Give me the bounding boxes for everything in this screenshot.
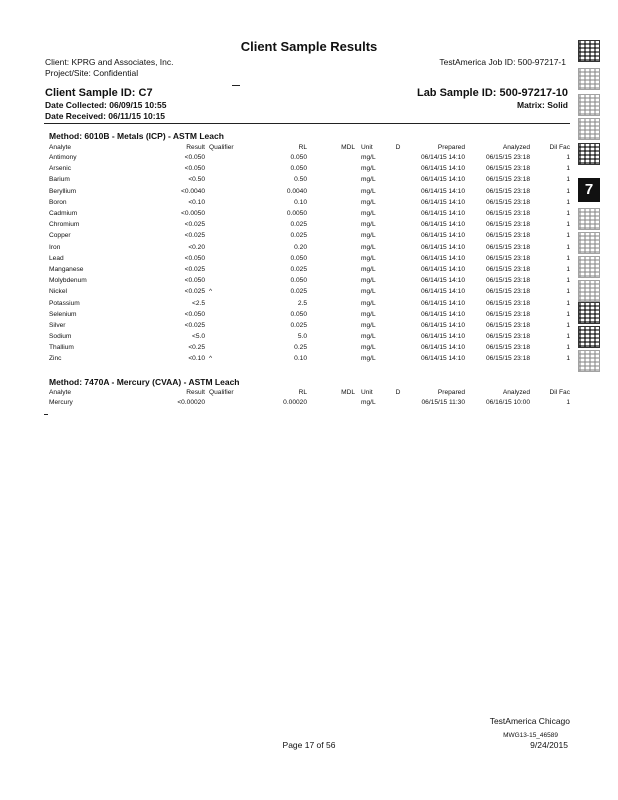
analyte-cell: Iron bbox=[49, 243, 61, 251]
mdl-cell bbox=[307, 219, 355, 230]
dil-fac-cell: 1 bbox=[566, 154, 570, 162]
d-cell bbox=[387, 331, 409, 342]
unit-cell: mg/L bbox=[361, 399, 376, 407]
qualifier-cell bbox=[205, 219, 255, 230]
col-mdl: MDL bbox=[341, 143, 355, 151]
unit-cell: mg/L bbox=[361, 210, 376, 218]
prepared-cell: 06/15/15 11:30 bbox=[421, 399, 465, 407]
unit-cell: mg/L bbox=[361, 288, 376, 296]
rl-cell: 5.0 bbox=[297, 333, 307, 341]
dil-fac-cell: 1 bbox=[566, 333, 570, 341]
dil-fac-cell: 1 bbox=[566, 277, 570, 285]
unit-cell: mg/L bbox=[361, 176, 376, 184]
analyte-cell: Zinc bbox=[49, 355, 62, 363]
table-header-row bbox=[49, 142, 570, 152]
qr-code-icon bbox=[578, 94, 600, 116]
table-row bbox=[49, 152, 570, 163]
d-cell bbox=[387, 152, 409, 163]
col-rl: RL bbox=[298, 388, 307, 396]
unit-cell: mg/L bbox=[361, 321, 376, 329]
mdl-cell bbox=[307, 397, 355, 408]
dil-fac-cell: 1 bbox=[566, 288, 570, 296]
table-header-row bbox=[49, 387, 570, 397]
prepared-cell: 06/14/15 14:10 bbox=[421, 176, 465, 184]
rl-cell: 0.10 bbox=[294, 355, 307, 363]
mdl-cell bbox=[307, 353, 355, 364]
d-cell bbox=[387, 242, 409, 253]
prepared-cell: 06/14/15 14:10 bbox=[421, 299, 465, 307]
table-row bbox=[49, 174, 570, 185]
dil-fac-cell: 1 bbox=[566, 321, 570, 329]
matrix: Matrix: Solid bbox=[516, 100, 568, 110]
rl-cell: 0.025 bbox=[290, 321, 307, 329]
qualifier-cell bbox=[205, 253, 255, 264]
prepared-cell: 06/14/15 14:10 bbox=[421, 265, 465, 273]
section-end-dash bbox=[44, 414, 48, 415]
table-row bbox=[49, 163, 570, 174]
table-row bbox=[49, 264, 570, 275]
unit-cell: mg/L bbox=[361, 344, 376, 352]
dil-fac-cell: 1 bbox=[566, 165, 570, 173]
dil-fac-cell: 1 bbox=[566, 299, 570, 307]
col-result: Result bbox=[186, 388, 205, 396]
table-row bbox=[49, 275, 570, 286]
analyte-cell: Antimony bbox=[49, 154, 77, 162]
dil-fac-cell: 1 bbox=[566, 399, 570, 407]
unit-cell: mg/L bbox=[361, 355, 376, 363]
col-result: Result bbox=[186, 143, 205, 151]
mdl-cell bbox=[307, 152, 355, 163]
table-row bbox=[49, 353, 570, 364]
prepared-cell: 06/14/15 14:10 bbox=[421, 344, 465, 352]
qualifier-cell bbox=[205, 174, 255, 185]
header-rule bbox=[44, 123, 570, 124]
rl-cell: 0.25 bbox=[294, 344, 307, 352]
result-cell: <0.10 bbox=[188, 355, 205, 363]
dil-fac-cell: 1 bbox=[566, 344, 570, 352]
d-cell bbox=[387, 174, 409, 185]
result-cell: <5.0 bbox=[191, 333, 205, 341]
table-row bbox=[49, 309, 570, 320]
prepared-cell: 06/14/15 14:10 bbox=[421, 355, 465, 363]
footer-date: 9/24/2015 bbox=[530, 740, 568, 750]
table-row bbox=[49, 186, 570, 197]
analyte-cell: Boron bbox=[49, 198, 67, 206]
analyte-cell: Molybdenum bbox=[49, 277, 87, 285]
analyzed-cell: 06/15/15 23:18 bbox=[486, 210, 530, 218]
analyte-cell: Selenium bbox=[49, 310, 77, 318]
unit-cell: mg/L bbox=[361, 232, 376, 240]
d-cell bbox=[387, 253, 409, 264]
col-dil-fac: Dil Fac bbox=[549, 388, 570, 396]
qualifier-cell: ^ bbox=[209, 355, 213, 363]
result-cell: <0.025 bbox=[184, 221, 205, 229]
prepared-cell: 06/14/15 14:10 bbox=[421, 277, 465, 285]
qr-code-icon bbox=[578, 40, 600, 62]
dil-fac-cell: 1 bbox=[566, 254, 570, 262]
analyte-cell: Cadmium bbox=[49, 210, 78, 218]
mdl-cell bbox=[307, 230, 355, 241]
d-cell bbox=[387, 208, 409, 219]
project-site: Project/Site: Confidential bbox=[45, 68, 139, 78]
analyzed-cell: 06/15/15 23:18 bbox=[486, 299, 530, 307]
table-row bbox=[49, 242, 570, 253]
unit-cell: mg/L bbox=[361, 243, 376, 251]
analyte-cell: Potassium bbox=[49, 299, 80, 307]
dil-fac-cell: 1 bbox=[566, 243, 570, 251]
unit-cell: mg/L bbox=[361, 198, 376, 206]
d-cell bbox=[387, 320, 409, 331]
page-title: Client Sample Results bbox=[240, 39, 378, 54]
qualifier-cell bbox=[205, 152, 255, 163]
date-collected: Date Collected: 06/09/15 10:55 bbox=[45, 100, 167, 110]
mdl-cell bbox=[307, 163, 355, 174]
d-cell bbox=[387, 297, 409, 308]
col-analyte: Analyte bbox=[49, 388, 71, 396]
analyzed-cell: 06/16/15 10:00 bbox=[486, 399, 530, 407]
qr-code-icon bbox=[578, 143, 600, 165]
analyzed-cell: 06/15/15 23:18 bbox=[486, 221, 530, 229]
d-cell bbox=[387, 397, 409, 408]
qr-code-icon bbox=[578, 326, 600, 348]
prepared-cell: 06/14/15 14:10 bbox=[421, 333, 465, 341]
qualifier-cell bbox=[205, 242, 255, 253]
analyte-cell: Beryllium bbox=[49, 187, 77, 195]
result-cell: <0.50 bbox=[188, 176, 205, 184]
analyzed-cell: 06/15/15 23:18 bbox=[486, 176, 530, 184]
dil-fac-cell: 1 bbox=[566, 232, 570, 240]
analyzed-cell: 06/15/15 23:18 bbox=[486, 277, 530, 285]
dil-fac-cell: 1 bbox=[566, 198, 570, 206]
unit-cell: mg/L bbox=[361, 254, 376, 262]
qr-code-icon bbox=[578, 232, 600, 254]
d-cell bbox=[387, 264, 409, 275]
prepared-cell: 06/14/15 14:10 bbox=[421, 165, 465, 173]
prepared-cell: 06/14/15 14:10 bbox=[421, 198, 465, 206]
analyte-cell: Sodium bbox=[49, 333, 72, 341]
analyte-cell: Lead bbox=[49, 254, 64, 262]
result-cell: <0.050 bbox=[184, 154, 205, 162]
qualifier-cell bbox=[205, 331, 255, 342]
mdl-cell bbox=[307, 197, 355, 208]
analyte-cell: Chromium bbox=[49, 221, 80, 229]
date-received: Date Received: 06/11/15 10:15 bbox=[45, 111, 166, 121]
qr-code-icon bbox=[578, 280, 600, 302]
qualifier-cell: ^ bbox=[209, 288, 213, 296]
col-analyzed: Analyzed bbox=[502, 143, 530, 151]
rl-cell: 0.20 bbox=[294, 243, 307, 251]
unit-cell: mg/L bbox=[361, 299, 376, 307]
qr-code-icon bbox=[578, 256, 600, 278]
col-unit: Unit bbox=[361, 143, 373, 151]
rl-cell: 0.050 bbox=[290, 154, 307, 162]
table-row bbox=[49, 297, 570, 308]
rl-cell: 0.025 bbox=[290, 288, 307, 296]
method-6010b-title: Method: 6010B - Metals (ICP) - ASTM Leach bbox=[49, 131, 224, 141]
mdl-cell bbox=[307, 253, 355, 264]
prepared-cell: 06/14/15 14:10 bbox=[421, 310, 465, 318]
d-cell bbox=[387, 309, 409, 320]
prepared-cell: 06/14/15 14:10 bbox=[421, 321, 465, 329]
dil-fac-cell: 1 bbox=[566, 221, 570, 229]
section-tab-marker: 7 bbox=[578, 178, 600, 202]
d-cell bbox=[387, 286, 409, 297]
analyzed-cell: 06/15/15 23:18 bbox=[486, 198, 530, 206]
d-cell bbox=[387, 342, 409, 353]
prepared-cell: 06/14/15 14:10 bbox=[421, 210, 465, 218]
result-cell: <2.5 bbox=[191, 299, 205, 307]
result-cell: <0.050 bbox=[184, 277, 205, 285]
table-row bbox=[49, 397, 570, 408]
col-rl: RL bbox=[298, 143, 307, 151]
col-unit: Unit bbox=[361, 388, 373, 396]
prepared-cell: 06/14/15 14:10 bbox=[421, 288, 465, 296]
mdl-cell bbox=[307, 242, 355, 253]
col-mdl: MDL bbox=[341, 388, 355, 396]
analyte-cell: Barium bbox=[49, 176, 70, 184]
qualifier-cell bbox=[205, 230, 255, 241]
rl-cell: 0.00020 bbox=[283, 399, 307, 407]
analyzed-cell: 06/15/15 23:18 bbox=[486, 254, 530, 262]
result-cell: <0.0040 bbox=[180, 187, 205, 195]
mercury-results-table bbox=[49, 387, 570, 408]
page-number: Page 17 of 56 bbox=[282, 740, 336, 750]
table-row bbox=[49, 219, 570, 230]
col-qualifier: Qualifier bbox=[209, 143, 234, 151]
header-dash bbox=[232, 85, 240, 86]
d-cell bbox=[387, 353, 409, 364]
analyzed-cell: 06/15/15 23:18 bbox=[486, 288, 530, 296]
prepared-cell: 06/14/15 14:10 bbox=[421, 243, 465, 251]
unit-cell: mg/L bbox=[361, 187, 376, 195]
unit-cell: mg/L bbox=[361, 221, 376, 229]
method-7470a-title: Method: 7470A - Mercury (CVAA) - ASTM Leach bbox=[49, 377, 240, 387]
d-cell bbox=[387, 275, 409, 286]
col-dil-fac: Dil Fac bbox=[549, 143, 570, 151]
result-cell: <0.050 bbox=[184, 165, 205, 173]
dil-fac-cell: 1 bbox=[566, 310, 570, 318]
d-cell bbox=[387, 186, 409, 197]
result-cell: <0.25 bbox=[188, 344, 205, 352]
dil-fac-cell: 1 bbox=[566, 187, 570, 195]
footer-doc-id: MWG13-15_46589 bbox=[503, 732, 558, 739]
mdl-cell bbox=[307, 264, 355, 275]
d-cell bbox=[387, 230, 409, 241]
unit-cell: mg/L bbox=[361, 165, 376, 173]
rl-cell: 0.025 bbox=[290, 232, 307, 240]
analyzed-cell: 06/15/15 23:18 bbox=[486, 232, 530, 240]
unit-cell: mg/L bbox=[361, 333, 376, 341]
rl-cell: 0.025 bbox=[290, 221, 307, 229]
d-cell bbox=[387, 163, 409, 174]
mdl-cell bbox=[307, 186, 355, 197]
result-cell: <0.025 bbox=[184, 288, 205, 296]
analyzed-cell: 06/15/15 23:18 bbox=[486, 310, 530, 318]
qr-code-icon bbox=[578, 302, 600, 324]
analyzed-cell: 06/15/15 23:18 bbox=[486, 154, 530, 162]
table-row bbox=[49, 320, 570, 331]
qualifier-cell bbox=[205, 397, 255, 408]
qualifier-cell bbox=[205, 342, 255, 353]
analyte-cell: Thallium bbox=[49, 344, 74, 352]
col-analyzed: Analyzed bbox=[502, 388, 530, 396]
rl-cell: 0.050 bbox=[290, 165, 307, 173]
prepared-cell: 06/14/15 14:10 bbox=[421, 154, 465, 162]
col-d: D bbox=[395, 143, 401, 151]
analyte-cell: Mercury bbox=[49, 399, 73, 407]
result-cell: <0.050 bbox=[184, 254, 205, 262]
analyzed-cell: 06/15/15 23:18 bbox=[486, 187, 530, 195]
col-qualifier: Qualifier bbox=[209, 388, 234, 396]
qualifier-cell bbox=[205, 320, 255, 331]
rl-cell: 0.0050 bbox=[286, 210, 307, 218]
job-id: TestAmerica Job ID: 500-97217-1 bbox=[439, 57, 566, 67]
qualifier-cell bbox=[205, 208, 255, 219]
qr-code-icon bbox=[578, 68, 600, 90]
qr-code-icon bbox=[578, 208, 600, 230]
analyzed-cell: 06/15/15 23:18 bbox=[486, 265, 530, 273]
mdl-cell bbox=[307, 320, 355, 331]
qualifier-cell bbox=[205, 309, 255, 320]
analyzed-cell: 06/15/15 23:18 bbox=[486, 165, 530, 173]
table-row bbox=[49, 208, 570, 219]
mdl-cell bbox=[307, 342, 355, 353]
qualifier-cell bbox=[205, 275, 255, 286]
analyzed-cell: 06/15/15 23:18 bbox=[486, 333, 530, 341]
result-cell: <0.025 bbox=[184, 321, 205, 329]
prepared-cell: 06/14/15 14:10 bbox=[421, 187, 465, 195]
mdl-cell bbox=[307, 309, 355, 320]
d-cell bbox=[387, 219, 409, 230]
rl-cell: 0.050 bbox=[290, 310, 307, 318]
qualifier-cell bbox=[205, 197, 255, 208]
qualifier-cell bbox=[205, 264, 255, 275]
table-row bbox=[49, 286, 570, 297]
analyte-cell: Nickel bbox=[49, 288, 67, 296]
rl-cell: 0.050 bbox=[290, 254, 307, 262]
client-name: Client: KPRG and Associates, Inc. bbox=[45, 57, 174, 67]
rl-cell: 2.5 bbox=[297, 299, 307, 307]
rl-cell: 0.025 bbox=[290, 265, 307, 273]
rl-cell: 0.0040 bbox=[286, 187, 307, 195]
qr-code-icon bbox=[578, 118, 600, 140]
col-prepared: Prepared bbox=[437, 388, 465, 396]
analyte-cell: Manganese bbox=[49, 265, 84, 273]
table-row bbox=[49, 342, 570, 353]
rl-cell: 0.10 bbox=[294, 198, 307, 206]
rl-cell: 0.50 bbox=[294, 176, 307, 184]
unit-cell: mg/L bbox=[361, 265, 376, 273]
unit-cell: mg/L bbox=[361, 310, 376, 318]
lab-sample-id: Lab Sample ID: 500-97217-10 bbox=[416, 87, 568, 99]
result-cell: <0.050 bbox=[184, 310, 205, 318]
result-cell: <0.10 bbox=[188, 198, 205, 206]
mdl-cell bbox=[307, 208, 355, 219]
rl-cell: 0.050 bbox=[290, 277, 307, 285]
dil-fac-cell: 1 bbox=[566, 355, 570, 363]
analyzed-cell: 06/15/15 23:18 bbox=[486, 355, 530, 363]
unit-cell: mg/L bbox=[361, 277, 376, 285]
table-row bbox=[49, 197, 570, 208]
prepared-cell: 06/14/15 14:10 bbox=[421, 232, 465, 240]
qualifier-cell bbox=[205, 297, 255, 308]
mdl-cell bbox=[307, 286, 355, 297]
col-d: D bbox=[395, 388, 401, 396]
result-cell: <0.20 bbox=[188, 243, 205, 251]
prepared-cell: 06/14/15 14:10 bbox=[421, 254, 465, 262]
analyzed-cell: 06/15/15 23:18 bbox=[486, 321, 530, 329]
client-sample-id: Client Sample ID: C7 bbox=[45, 87, 153, 99]
analyte-cell: Arsenic bbox=[49, 165, 71, 173]
mdl-cell bbox=[307, 275, 355, 286]
col-prepared: Prepared bbox=[437, 143, 465, 151]
result-cell: <0.0050 bbox=[180, 210, 205, 218]
table-row bbox=[49, 253, 570, 264]
metals-results-table bbox=[49, 142, 570, 365]
table-row bbox=[49, 230, 570, 241]
col-analyte: Analyte bbox=[49, 143, 71, 151]
qualifier-cell bbox=[205, 163, 255, 174]
table-row bbox=[49, 331, 570, 342]
d-cell bbox=[387, 197, 409, 208]
result-cell: <0.025 bbox=[184, 232, 205, 240]
result-cell: <0.00020 bbox=[177, 399, 205, 407]
dil-fac-cell: 1 bbox=[566, 210, 570, 218]
qualifier-cell bbox=[205, 186, 255, 197]
prepared-cell: 06/14/15 14:10 bbox=[421, 221, 465, 229]
mdl-cell bbox=[307, 297, 355, 308]
analyzed-cell: 06/15/15 23:18 bbox=[486, 243, 530, 251]
footer-lab-name: TestAmerica Chicago bbox=[489, 716, 570, 726]
analyzed-cell: 06/15/15 23:18 bbox=[486, 344, 530, 352]
mdl-cell bbox=[307, 174, 355, 185]
unit-cell: mg/L bbox=[361, 154, 376, 162]
result-cell: <0.025 bbox=[184, 265, 205, 273]
qr-code-icon bbox=[578, 350, 600, 372]
analyte-cell: Silver bbox=[49, 321, 66, 329]
analyte-cell: Copper bbox=[49, 232, 71, 240]
dil-fac-cell: 1 bbox=[566, 176, 570, 184]
dil-fac-cell: 1 bbox=[566, 265, 570, 273]
mdl-cell bbox=[307, 331, 355, 342]
